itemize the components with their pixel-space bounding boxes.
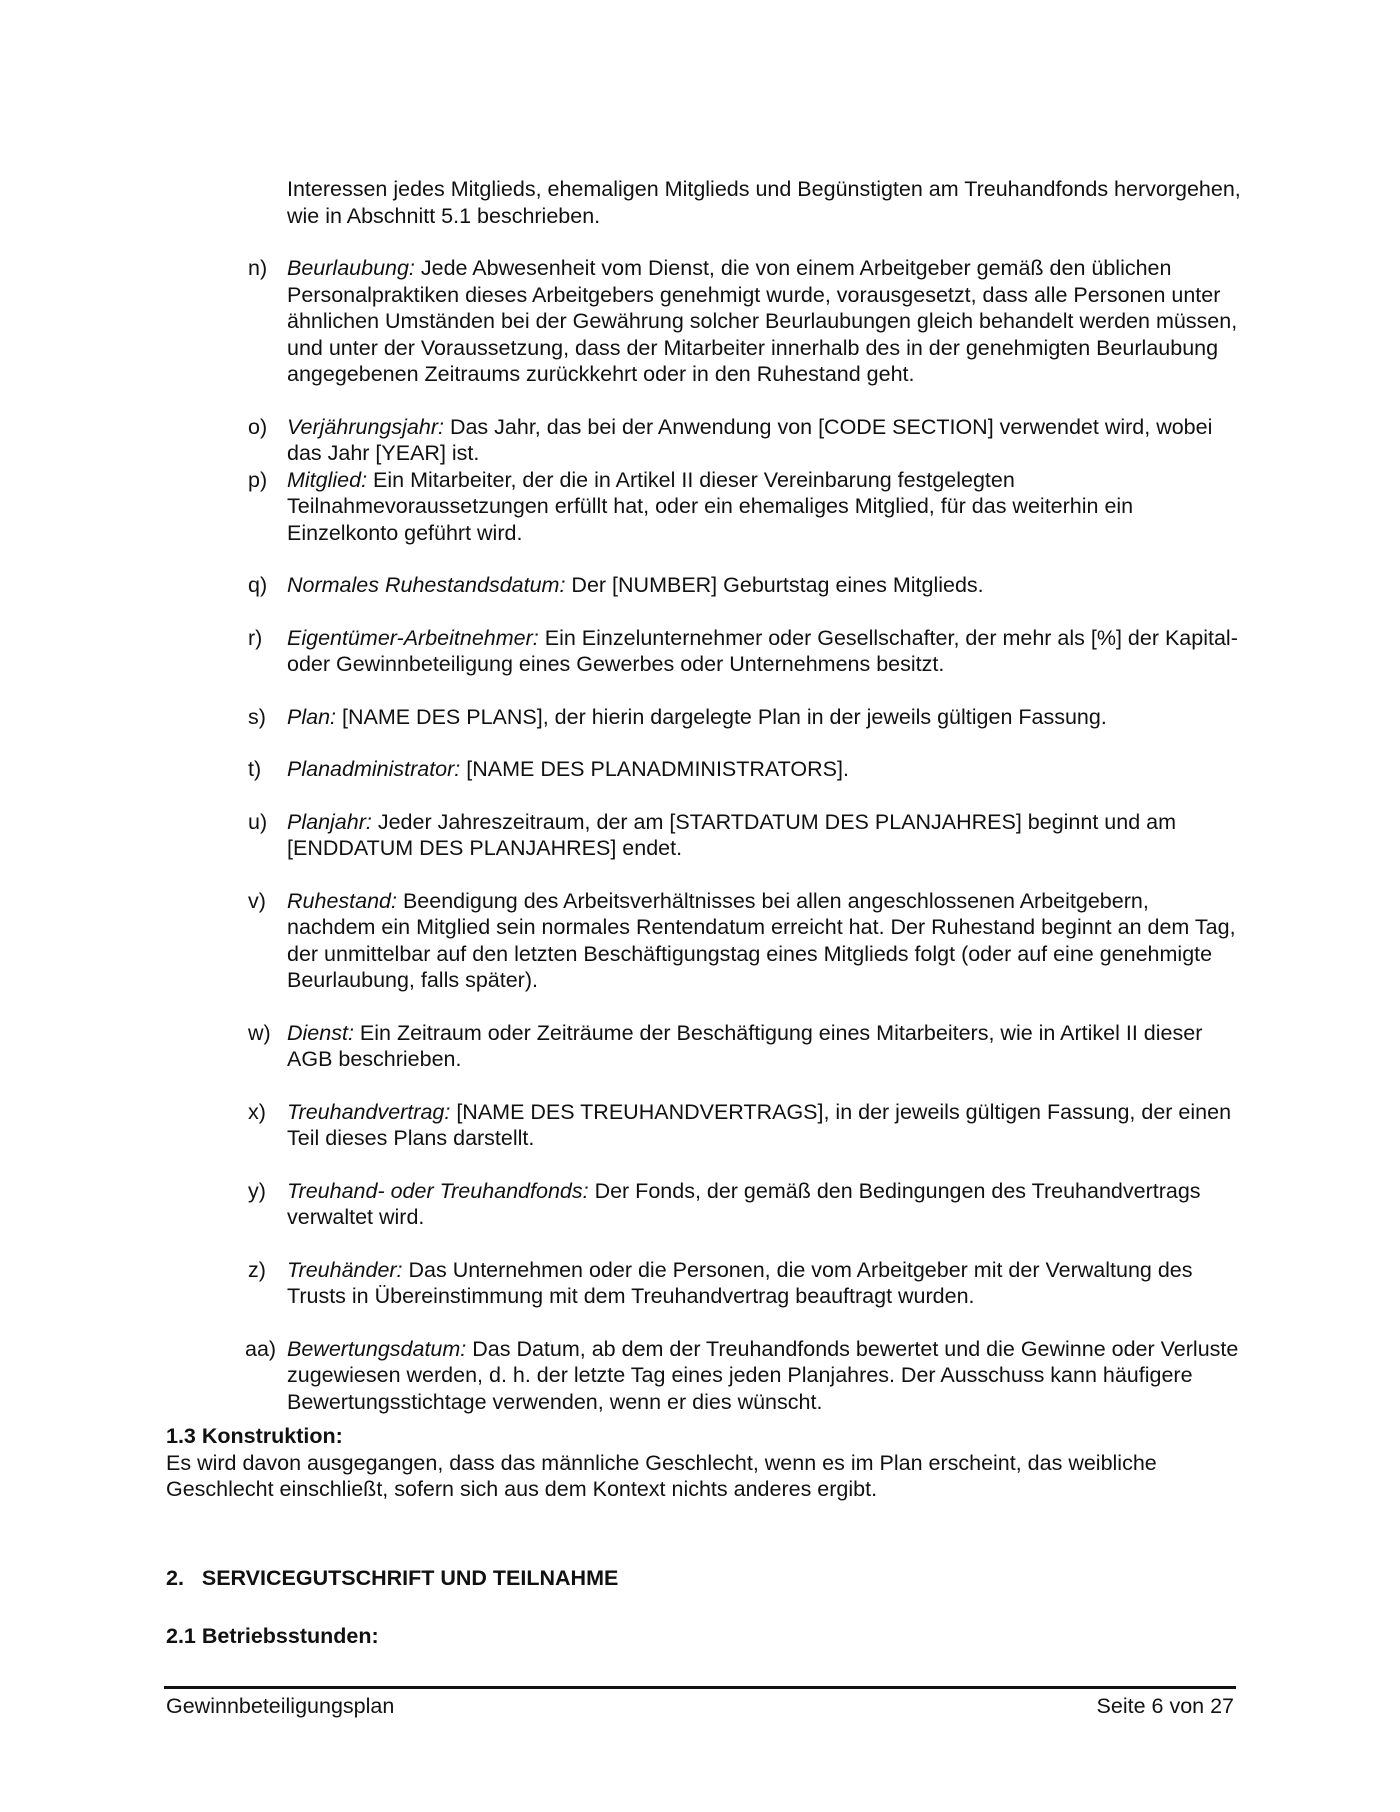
definition-text: [NAME DES TREUHANDVERTRAGS], in der jeweils gültigen Fassung, der einen Teil dieses Plans darstellt.: [287, 1099, 1232, 1150]
definition-term: Treuhänder:: [287, 1257, 403, 1282]
definition-item: [166, 888, 1242, 994]
definition-label: p): [248, 467, 268, 492]
definition-term: Dienst:: [287, 1020, 354, 1045]
definition-term: Treuhand- oder Treuhandfonds:: [287, 1178, 589, 1203]
definition-item: [166, 756, 1242, 783]
definition-label: y): [248, 1178, 266, 1203]
definition-item: [166, 1020, 1242, 1073]
definition-text: Das Unternehmen oder die Personen, die vom Arbeitgeber mit der Verwaltung des Trusts in Übereinstimmung mit dem Treuhandvertrag beauftragt wurden.: [287, 1257, 1193, 1308]
definition-body: [287, 1257, 1242, 1310]
definition-body: [287, 414, 1242, 467]
definition-text: Ein Zeitraum oder Zeiträume der Beschäftigung eines Mitarbeiters, wie in Artikel II dieser AGB beschrieben.: [287, 1020, 1203, 1071]
definition-term: Eigentümer-Arbeitnehmer:: [287, 625, 539, 650]
definition-body: [287, 467, 1242, 547]
definition-label: o): [248, 414, 268, 439]
section-2-1-heading: 2.1 Betriebsstunden:: [166, 1624, 379, 1648]
definition-term: Mitglied:: [287, 467, 368, 492]
definition-label: r): [248, 625, 263, 650]
definition-item: [166, 625, 1242, 678]
definition-body: [287, 1020, 1242, 1073]
definition-term: Beurlaubung:: [287, 256, 415, 280]
definition-term: Ruhestand:: [287, 888, 397, 913]
definition-label: aa): [245, 1336, 277, 1361]
section-1-3-title: 1.3 Konstruktion:: [166, 1424, 343, 1448]
definition-item: [166, 1257, 1242, 1310]
definition-term: Plan:: [287, 704, 337, 729]
section-1-3-text: Es wird davon ausgegangen, dass das männliche Geschlecht, wenn es im Plan erscheint, das weibliche Geschlecht einschließt, sofern sich aus dem Kontext nichts anderes ergibt.: [166, 1450, 1157, 1501]
definition-text: [NAME DES PLANADMINISTRATORS].: [460, 757, 849, 781]
definition-label: t): [248, 757, 262, 781]
section-2-heading: 2. SERVICEGUTSCHRIFT UND TEILNAHME: [166, 1565, 619, 1590]
definition-text: Der [NUMBER] Geburtstag eines Mitglieds.: [565, 573, 984, 597]
definition-body: [287, 756, 1242, 783]
footer-page-number: Seite 6 von 27: [1096, 1694, 1234, 1718]
continuation-paragraph: Interessen jedes Mitglieds, ehemaligen Mitglieds und Begünstigten am Treuhandfonds hervorgehen, wie in Abschnitt 5.1 beschrieben.: [287, 177, 1241, 228]
definition-term: Verjährungsjahr:: [287, 414, 444, 439]
definition-text: Jede Abwesenheit vom Dienst, die von einem Arbeitgeber gemäß den üblichen Personalpraktiken dieses Arbeitgebers genehmigt wurde, vorausgesetzt, dass alle Personen unter ähnlichen Umständen bei der Gewährung solcher Beurlaubungen gleich behandelt werden müssen, und unter der Voraussetzung, dass der Mitarbeiter innerhalb des in der genehmigten Beurlaubung angegebenen Zeitraums zurückkehrt oder in den Ruhestand geht.: [287, 256, 1238, 386]
definition-body: [287, 1178, 1242, 1231]
definition-item: [166, 704, 1242, 731]
definition-term: Bewertungsdatum:: [287, 1336, 467, 1361]
definition-text: Ein Mitarbeiter, der die in Artikel II dieser Vereinbarung festgelegten Teilnahmevoraussetzungen erfüllt hat, oder ein ehemaliges Mitglied, für das weiterhin ein Einzelkonto geführt wird.: [287, 467, 1134, 545]
definition-item: [166, 1099, 1242, 1152]
definition-text: Ein Einzelunternehmer oder Gesellschafter, der mehr als [%] der Kapital- oder Gewinnbeteiligung eines Gewerbes oder Unternehmens besitzt.: [287, 625, 1238, 676]
definition-label: w): [248, 1020, 271, 1045]
definition-item: [166, 255, 1242, 388]
definition-text: Das Datum, ab dem der Treuhandfonds bewertet und die Gewinne oder Verluste zugewiesen werden, d. h. der letzte Tag eines jeden Planjahres. Der Ausschuss kann häufigere Bewertungsstichtage verwenden, wenn er dies wünscht.: [287, 1336, 1239, 1414]
definition-label: q): [248, 573, 268, 597]
definition-body: [287, 1099, 1242, 1152]
definition-term: Treuhandvertrag:: [287, 1099, 451, 1124]
definition-label: v): [248, 888, 266, 913]
definition-label: n): [248, 256, 268, 280]
definitions-list: [166, 255, 1242, 1415]
definition-item: [166, 1178, 1242, 1231]
definition-label: x): [248, 1099, 266, 1124]
definition-term: Planadministrator:: [287, 757, 461, 781]
footer-document-title: Gewinnbeteiligungsplan: [166, 1694, 395, 1718]
definition-text: Jeder Jahreszeitraum, der am [STARTDATUM DES PLANJAHRES] beginnt und am [ENDDATUM DES PLANJAHRES] endet.: [287, 809, 1177, 860]
definition-body: [287, 1336, 1242, 1416]
definition-text: [NAME DES PLANS], der hierin dargelegte Plan in der jeweils gültigen Fassung.: [336, 704, 1107, 729]
definition-body: [287, 572, 1242, 599]
definition-item: [166, 572, 1242, 599]
definition-item: [166, 1336, 1242, 1416]
definition-body: [287, 625, 1242, 678]
definition-label: u): [248, 809, 268, 834]
definition-text: Der Fonds, der gemäß den Bedingungen des Treuhandvertrags verwaltet wird.: [287, 1178, 1201, 1229]
definition-label: s): [248, 704, 266, 729]
definition-body: [287, 255, 1242, 388]
definition-body: [287, 888, 1242, 994]
definition-body: [287, 809, 1242, 862]
definition-label: z): [248, 1257, 266, 1282]
definition-term: Normales Ruhestandsdatum:: [287, 573, 566, 597]
definition-text: Beendigung des Arbeitsverhältnisses bei allen angeschlossenen Arbeitgebern, nachdem ein Mitglied sein normales Rentendatum erreicht hat. Der Ruhestand beginnt an dem Tag, der unmittelbar auf den letzten Beschäftigungstag eines Mitglieds folgt (oder auf eine genehmigte Beurlaubung, falls später).: [287, 888, 1236, 992]
page-content: [166, 176, 1242, 1650]
footer-divider: [164, 1686, 1236, 1689]
definition-item: [166, 467, 1242, 547]
definition-item: [166, 414, 1242, 467]
page-footer: [166, 1693, 1234, 1719]
definition-item: [166, 809, 1242, 862]
definition-text: Das Jahr, das bei der Anwendung von [CODE SECTION] verwendet wird, wobei das Jahr [YEAR] ist.: [287, 414, 1213, 465]
definition-term: Planjahr:: [287, 809, 372, 834]
definition-body: [287, 704, 1242, 731]
